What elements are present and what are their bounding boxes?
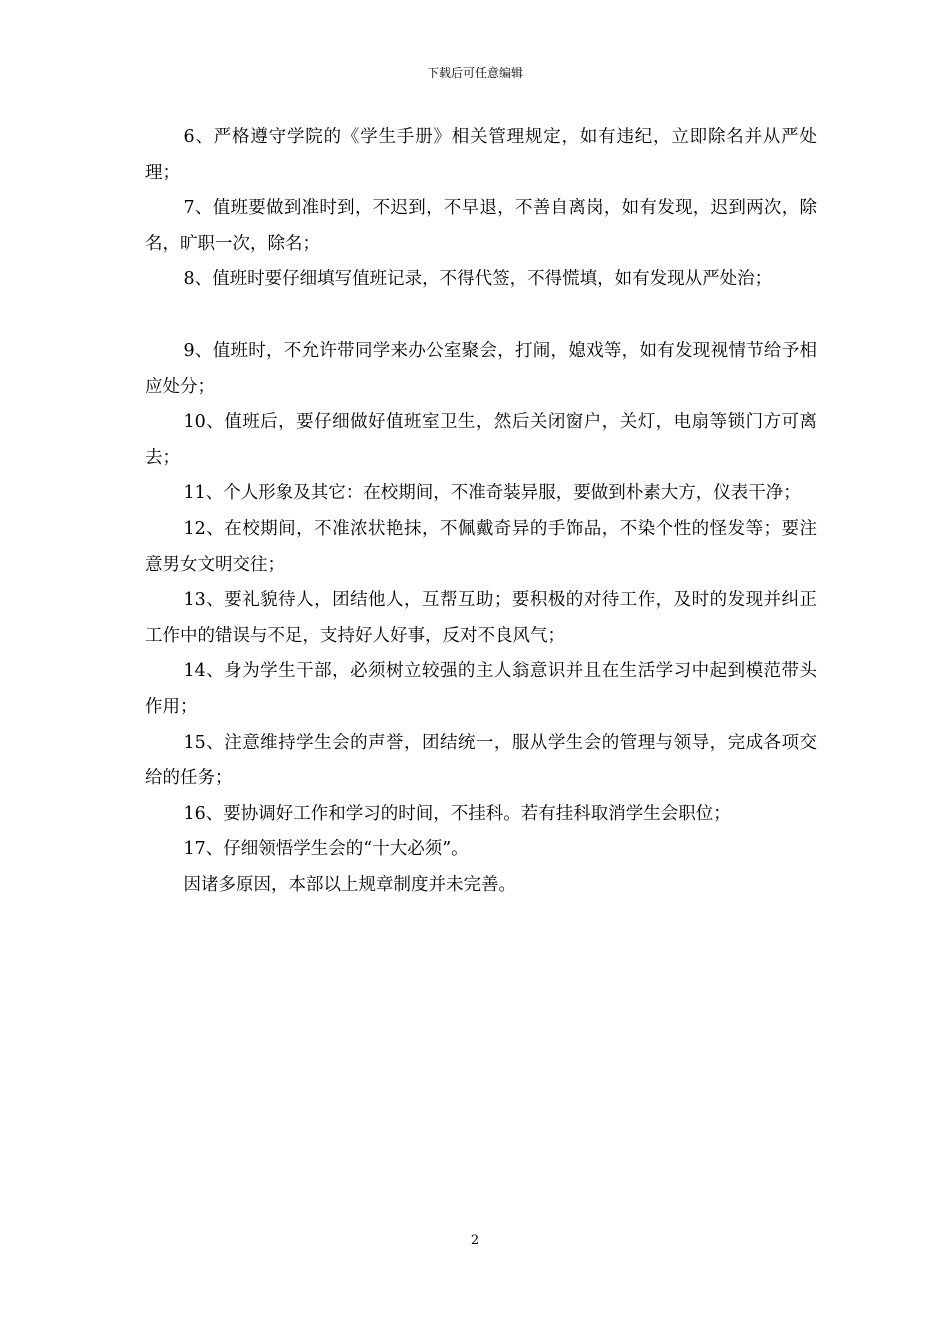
closing-note: 因诸多原因，本部以上规章制度并未完善。 — [183, 874, 516, 895]
rule-15: 15、注意维持学生会的声誉，团结统一，服从学生会的管理与领导，完成各项交给的任务； — [145, 732, 817, 789]
rule-11: 11、个人形象及其它：在校期间，不准奇装异服，要做到朴素大方，仪表干净； — [183, 483, 801, 504]
page-number: 2 — [470, 1233, 480, 1248]
rule-7: 7、值班要做到准时到，不迟到，不早退，不善自离岗，如有发现，迟到两次，除名，旷职一次，除名； — [145, 198, 817, 254]
rule-8: 8、值班时要仔细填写值班记录，不得代签，不得慌填，如有发现从严处治； — [183, 269, 773, 290]
page-header: 下载后可任意编辑 — [426, 66, 523, 80]
rule-14: 14、身为学生干部，必须树立较强的主人翁意识并且在生活学习中起到模范带头作用； — [145, 661, 817, 717]
rule-12: 12、在校期间，不准浓状艳抹，不佩戴奇异的手饰品，不染个性的怪发等；要注意男女文明交往； — [145, 518, 817, 575]
rule-17: 17、仔细领悟学生会的“十大必须”。 — [183, 839, 469, 860]
rule-10: 10、值班后，要仔细做好值班室卫生，然后关闭窗户，关灯，电扇等锁门方可离去； — [145, 412, 817, 468]
rule-16: 16、要协调好工作和学习的时间，不挂科。若有挂科取消学生会职位； — [183, 803, 731, 824]
rule-13: 13、要礼貌待人，团结他人，互帮互助；要积极的对待工作，及时的发现并纠正工作中的错误与不足，支持好人好事，反对不良风气； — [145, 590, 817, 646]
rule-9: 9、值班时，不允许带同学来办公室聚会，打闹，媳戏等，如有发现视情节给予相应处分； — [145, 340, 817, 397]
document-body — [145, 120, 817, 903]
rule-6: 6、严格遵守学院的《学生手册》相关管理规定，如有违纪，立即除名并从严处理； — [145, 127, 817, 183]
